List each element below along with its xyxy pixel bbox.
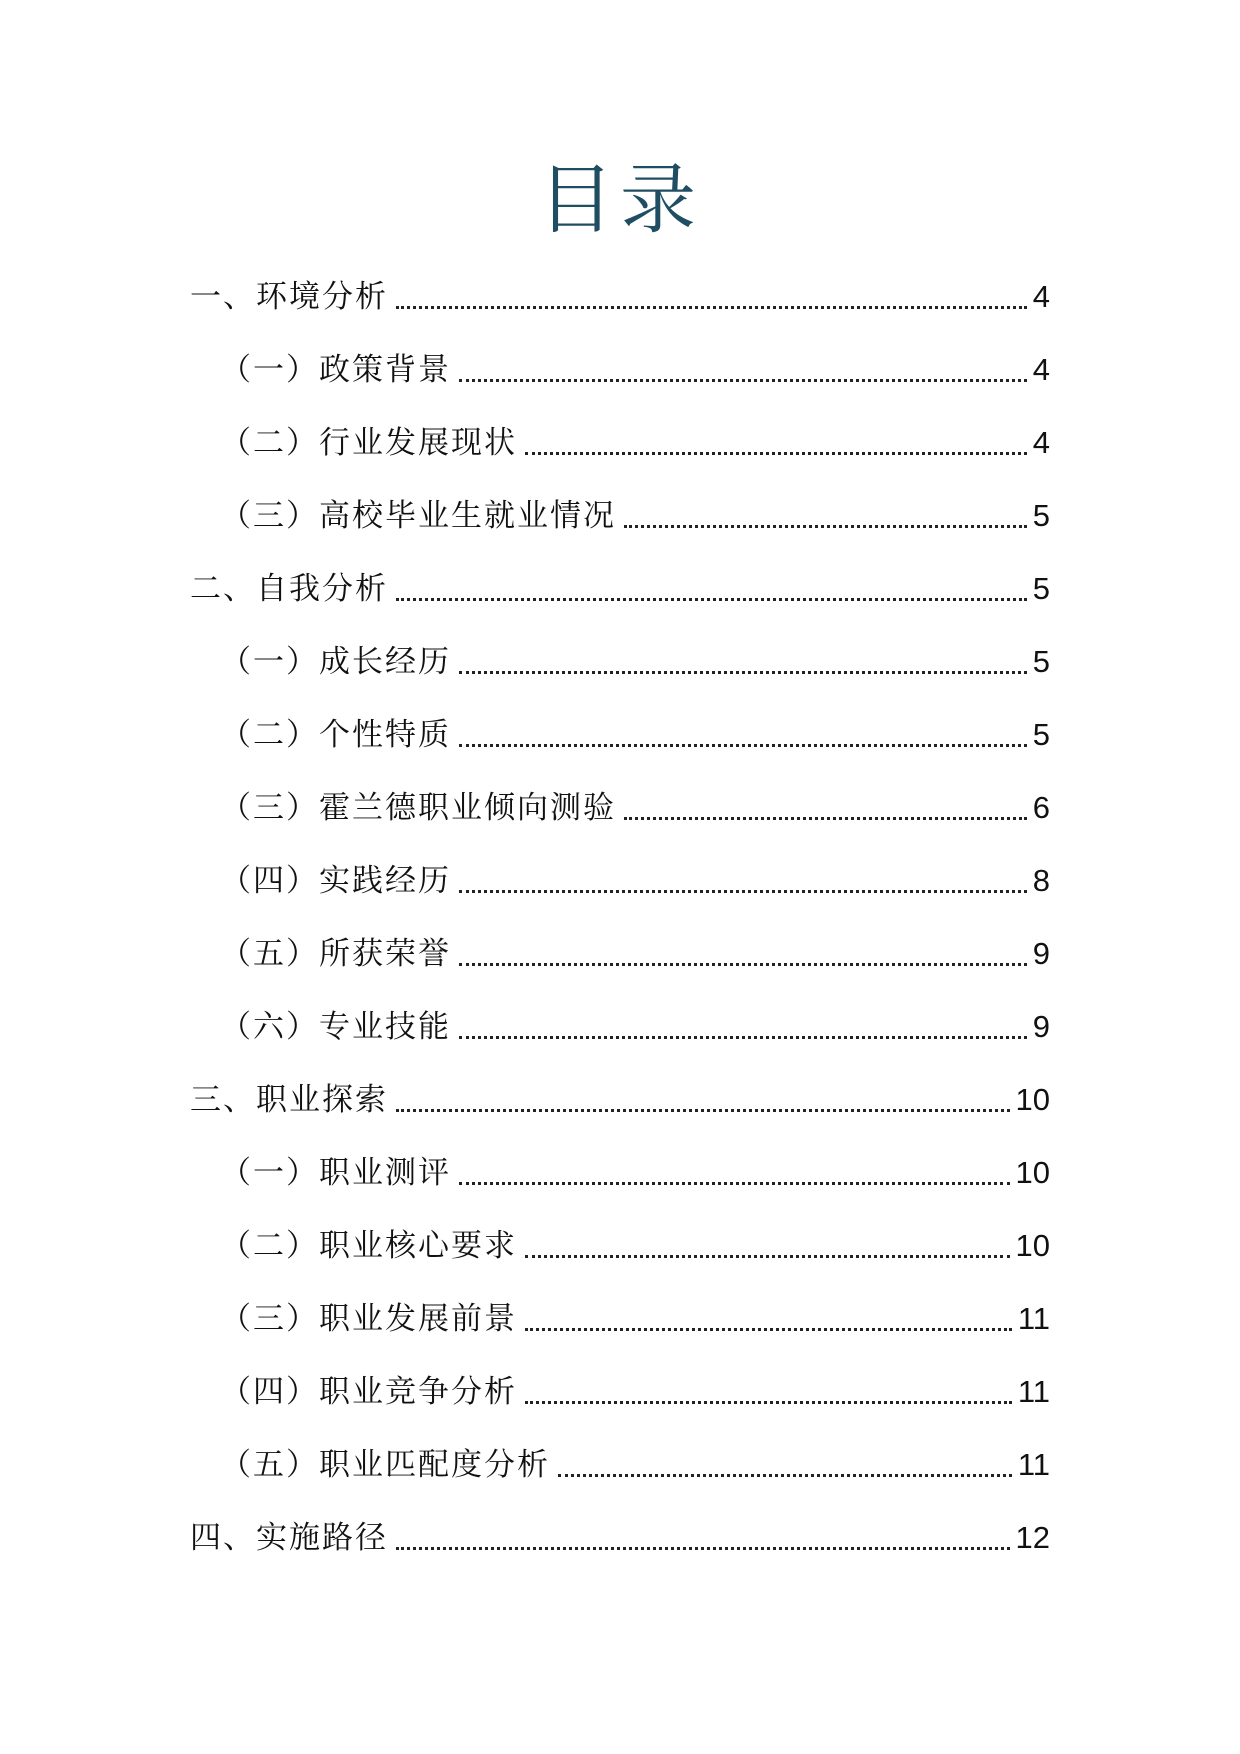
toc-entry[interactable]	[190, 1422, 1050, 1495]
dot-leader	[459, 744, 1027, 747]
toc-page-number: 5	[1032, 571, 1050, 606]
dot-leader	[459, 963, 1027, 966]
toc-entry-label: （二）个性特质	[220, 717, 451, 753]
toc-page-number: 10	[1015, 1228, 1050, 1263]
toc-page-number: 4	[1032, 352, 1050, 387]
toc-entry-label: 三、职业探索	[190, 1082, 388, 1118]
toc-entry-label: （三）霍兰德职业倾向测验	[220, 790, 616, 826]
toc-entry-label: （二）职业核心要求	[220, 1228, 517, 1264]
toc-entry[interactable]	[190, 473, 1050, 546]
toc-entry[interactable]	[190, 692, 1050, 765]
toc-page-number: 5	[1032, 717, 1050, 752]
dot-leader	[624, 525, 1027, 528]
toc-page-number: 10	[1015, 1082, 1050, 1117]
toc-entry[interactable]	[190, 400, 1050, 473]
toc-entry-label: （五）职业匹配度分析	[220, 1447, 550, 1483]
toc-entry-label: （六）专业技能	[220, 1009, 451, 1045]
dot-leader	[459, 1182, 1010, 1185]
toc-entry-label: 四、实施路径	[190, 1520, 388, 1556]
toc-page-number: 12	[1015, 1520, 1050, 1555]
toc-entry[interactable]	[190, 546, 1050, 619]
toc-page-number: 5	[1032, 644, 1050, 679]
toc-page-number: 11	[1017, 1301, 1050, 1336]
toc-entry[interactable]	[190, 1203, 1050, 1276]
dot-leader	[396, 598, 1027, 601]
toc-entry-label: （四）职业竞争分析	[220, 1374, 517, 1410]
toc-entry[interactable]	[190, 619, 1050, 692]
toc-page-number: 4	[1032, 279, 1050, 314]
toc-entry-label: 一、环境分析	[190, 279, 388, 315]
toc-entry[interactable]	[190, 911, 1050, 984]
dot-leader	[396, 306, 1027, 309]
toc-entry[interactable]	[190, 1276, 1050, 1349]
toc-page-number: 11	[1017, 1374, 1050, 1409]
toc-page-number: 9	[1032, 936, 1050, 971]
toc-page-number: 9	[1032, 1009, 1050, 1044]
dot-leader	[459, 1036, 1027, 1039]
toc-page-number: 8	[1032, 863, 1050, 898]
toc-entry[interactable]	[190, 1495, 1050, 1568]
toc-entry-label: （一）成长经历	[220, 644, 451, 680]
dot-leader	[459, 671, 1027, 674]
toc-entry[interactable]	[190, 327, 1050, 400]
page-title: 目录	[538, 155, 702, 244]
toc-entry[interactable]	[190, 765, 1050, 838]
toc-entry-label: （五）所获荣誉	[220, 936, 451, 972]
dot-leader	[525, 1328, 1012, 1331]
toc-entry-label: （一）职业测评	[220, 1155, 451, 1191]
toc-page-number: 5	[1032, 498, 1050, 533]
toc-entry[interactable]	[190, 254, 1050, 327]
dot-leader	[525, 1255, 1010, 1258]
toc-page-number: 4	[1032, 425, 1050, 460]
toc-page-number: 6	[1032, 790, 1050, 825]
toc-entry-label: （二）行业发展现状	[220, 425, 517, 461]
toc-page-number: 10	[1015, 1155, 1050, 1190]
dot-leader	[396, 1547, 1010, 1550]
dot-leader	[558, 1474, 1012, 1477]
toc-entry[interactable]	[190, 1130, 1050, 1203]
dot-leader	[624, 817, 1027, 820]
dot-leader	[459, 890, 1027, 893]
toc-entry[interactable]	[190, 1057, 1050, 1130]
toc-entry-label: （一）政策背景	[220, 352, 451, 388]
toc-entry-label: （三）职业发展前景	[220, 1301, 517, 1337]
toc-entry[interactable]	[190, 1349, 1050, 1422]
dot-leader	[396, 1109, 1010, 1112]
toc-entry[interactable]	[190, 984, 1050, 1057]
table-of-contents	[190, 254, 1050, 1568]
toc-entry-label: （四）实践经历	[220, 863, 451, 899]
toc-page-number: 11	[1017, 1447, 1050, 1482]
dot-leader	[459, 379, 1027, 382]
dot-leader	[525, 452, 1027, 455]
toc-entry-label: （三）高校毕业生就业情况	[220, 498, 616, 534]
toc-entry-label: 二、自我分析	[190, 571, 388, 607]
dot-leader	[525, 1401, 1012, 1404]
toc-entry[interactable]	[190, 838, 1050, 911]
